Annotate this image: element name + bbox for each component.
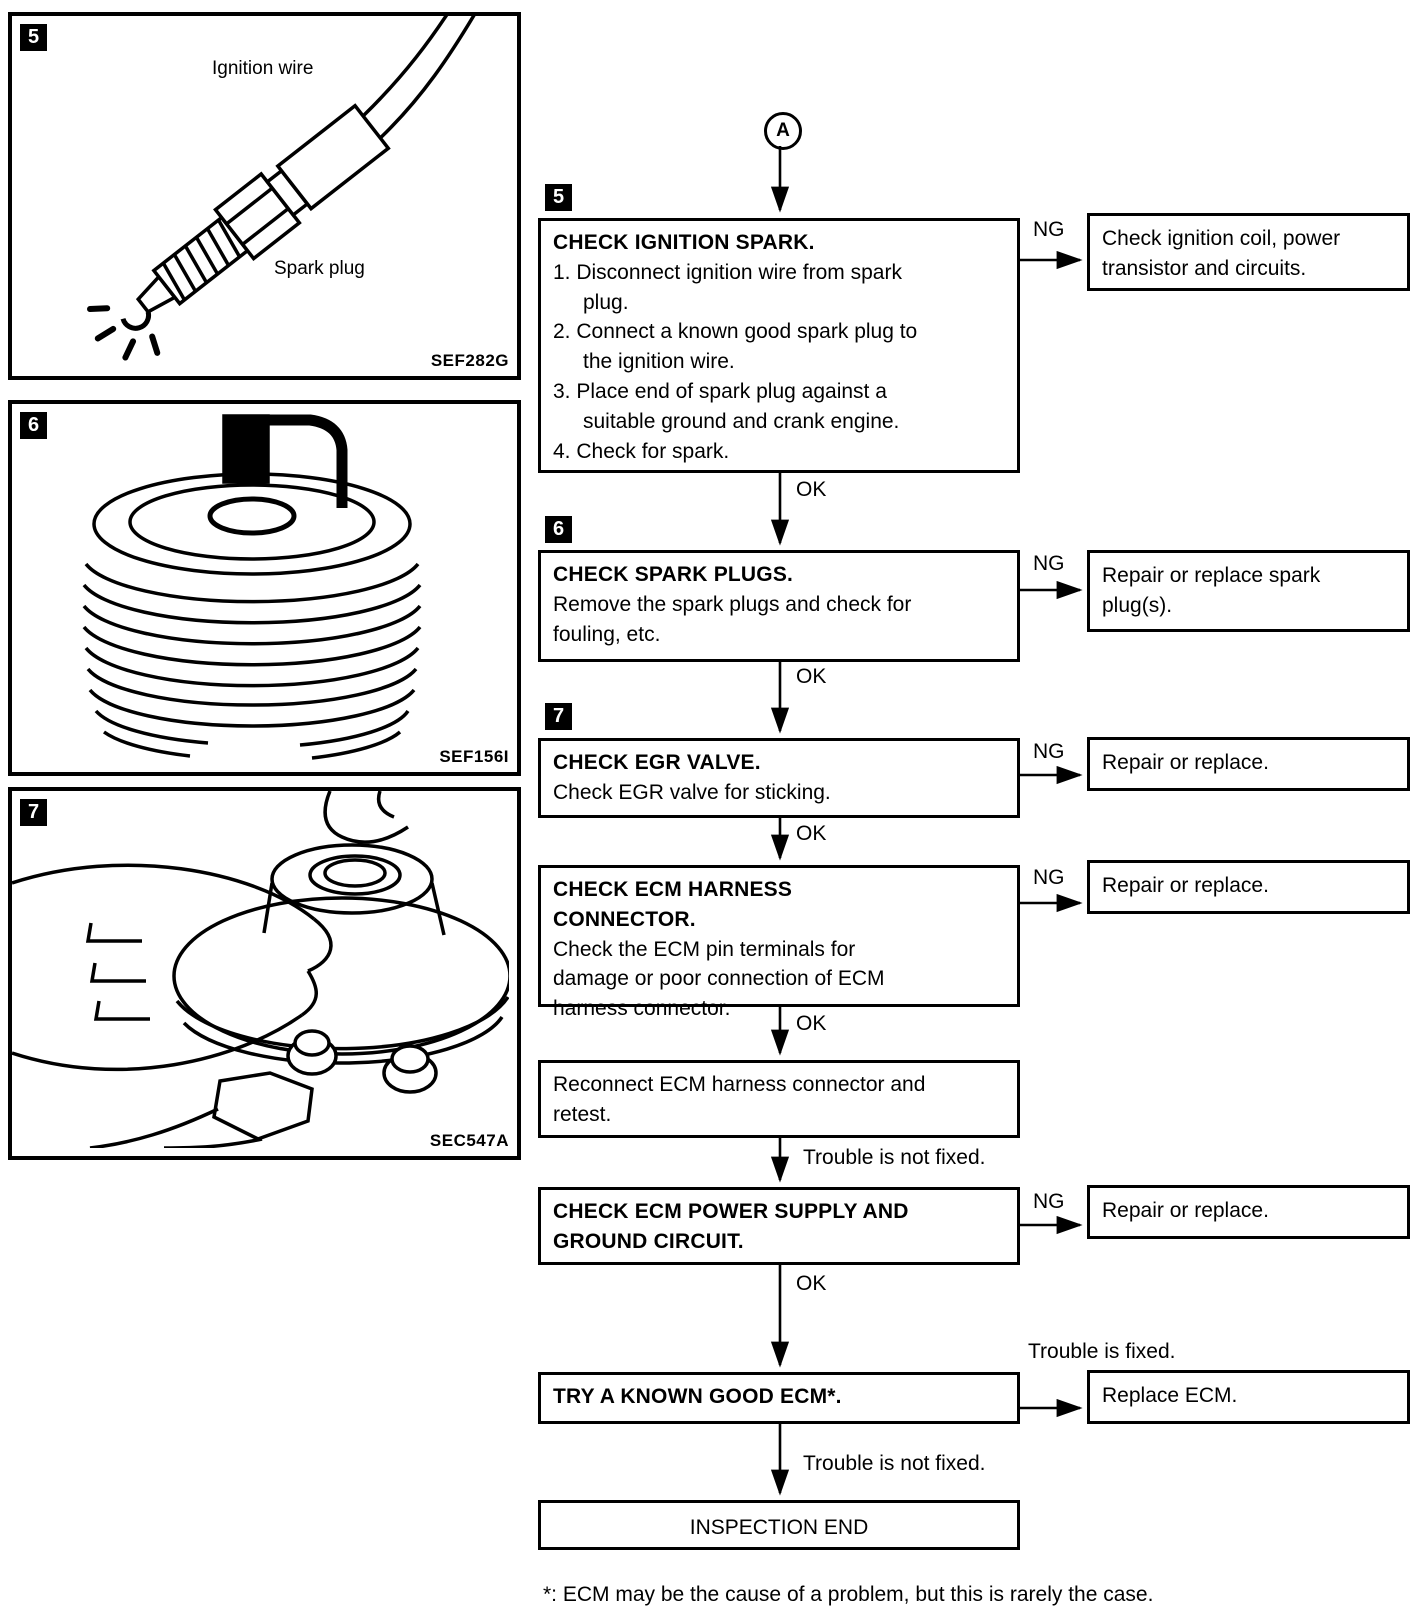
- flow-box-check-ecm-harness: [538, 865, 1020, 1021]
- flow-box-body: Remove the spark plugs and check for fouling, etc.: [553, 592, 912, 646]
- trouble-not-fixed-label: Trouble is not fixed.: [800, 1452, 988, 1476]
- figure-step-badge: 7: [20, 799, 47, 826]
- flow-box-body: Reconnect ECM harness connector and retest.: [553, 1073, 926, 1126]
- trouble-fixed-label: Trouble is fixed.: [1025, 1340, 1178, 1364]
- flow-box-step: 3. Place end of spark plug against a suitable ground and crank engine.: [553, 380, 900, 433]
- flow-box-step: 1. Disconnect ignition wire from spark plug.: [553, 260, 902, 314]
- step-badge-5: 5: [545, 184, 572, 211]
- figure-step-badge: 5: [20, 24, 47, 51]
- flow-box-step: 2. Connect a known good spark plug to the ignition wire.: [553, 320, 918, 374]
- flow-box-title: CHECK EGR VALVE.: [553, 751, 761, 774]
- flow-box-check-spark-plugs: [538, 550, 1020, 662]
- ok-label: OK: [793, 1272, 829, 1296]
- figure-code: SEF156I: [439, 747, 509, 766]
- flow-box-title: CHECK IGNITION SPARK.: [553, 231, 815, 254]
- flow-box-title: CHECK ECM POWER SUPPLY AND GROUND CIRCUIT.: [553, 1200, 909, 1253]
- ok-label: OK: [793, 478, 829, 502]
- ok-label: OK: [793, 822, 829, 846]
- flow-box-title: TRY A KNOWN GOOD ECM*.: [553, 1385, 842, 1408]
- flow-box-check-egr-valve: [538, 738, 1020, 818]
- result-box-repair-or-replace-power: Repair or replace.: [1087, 1185, 1410, 1239]
- step-badge-7: 7: [545, 703, 572, 730]
- ng-label: NG: [1030, 740, 1068, 764]
- footnote: *: ECM may be the cause of a problem, but this is rarely the case.: [543, 1583, 1154, 1606]
- result-box-check-ignition-coil: Check ignition coil, power transistor and circuits.: [1087, 213, 1410, 291]
- caption-ignition-wire: Ignition wire: [212, 58, 314, 79]
- connector-a-symbol: A: [764, 112, 802, 150]
- flow-box-title: CHECK ECM HARNESS CONNECTOR.: [553, 878, 793, 931]
- ng-label: NG: [1030, 866, 1068, 890]
- figure-code: SEC547A: [429, 1131, 509, 1150]
- result-box-repair-or-replace-egr: Repair or replace.: [1087, 737, 1410, 791]
- flow-box-title: CHECK SPARK PLUGS.: [553, 563, 794, 586]
- flow-box-check-ecm-power-supply: [538, 1187, 1020, 1265]
- flow-box-inspection-end: INSPECTION END: [538, 1500, 1020, 1550]
- flow-box-reconnect-ecm: [538, 1060, 1020, 1138]
- trouble-not-fixed-label: Trouble is not fixed.: [800, 1146, 988, 1170]
- ng-label: NG: [1030, 1190, 1068, 1214]
- ng-label: NG: [1030, 552, 1068, 576]
- result-box-replace-ecm: Replace ECM.: [1087, 1370, 1410, 1424]
- step-badge-6: 6: [545, 516, 572, 543]
- ok-label: OK: [793, 665, 829, 689]
- result-box-repair-or-replace-harness: Repair or replace.: [1087, 860, 1410, 914]
- figure-step-badge: 6: [20, 412, 47, 439]
- figure-code: SEF282G: [430, 351, 509, 370]
- ng-label: NG: [1030, 218, 1068, 242]
- flow-box-check-ignition-spark: [538, 218, 1020, 473]
- flow-box-try-known-good-ecm: [538, 1372, 1020, 1424]
- result-box-replace-spark-plugs: Repair or replace spark plug(s).: [1087, 550, 1410, 632]
- flow-box-body: Check EGR valve for sticking.: [553, 780, 831, 804]
- flow-box-body: Check the ECM pin terminals for damage or poor connection of ECM harness connector.: [553, 937, 885, 1021]
- flow-box-step: 4. Check for spark.: [553, 439, 730, 463]
- ok-label: OK: [793, 1012, 829, 1036]
- caption-spark-plug: Spark plug: [274, 258, 365, 279]
